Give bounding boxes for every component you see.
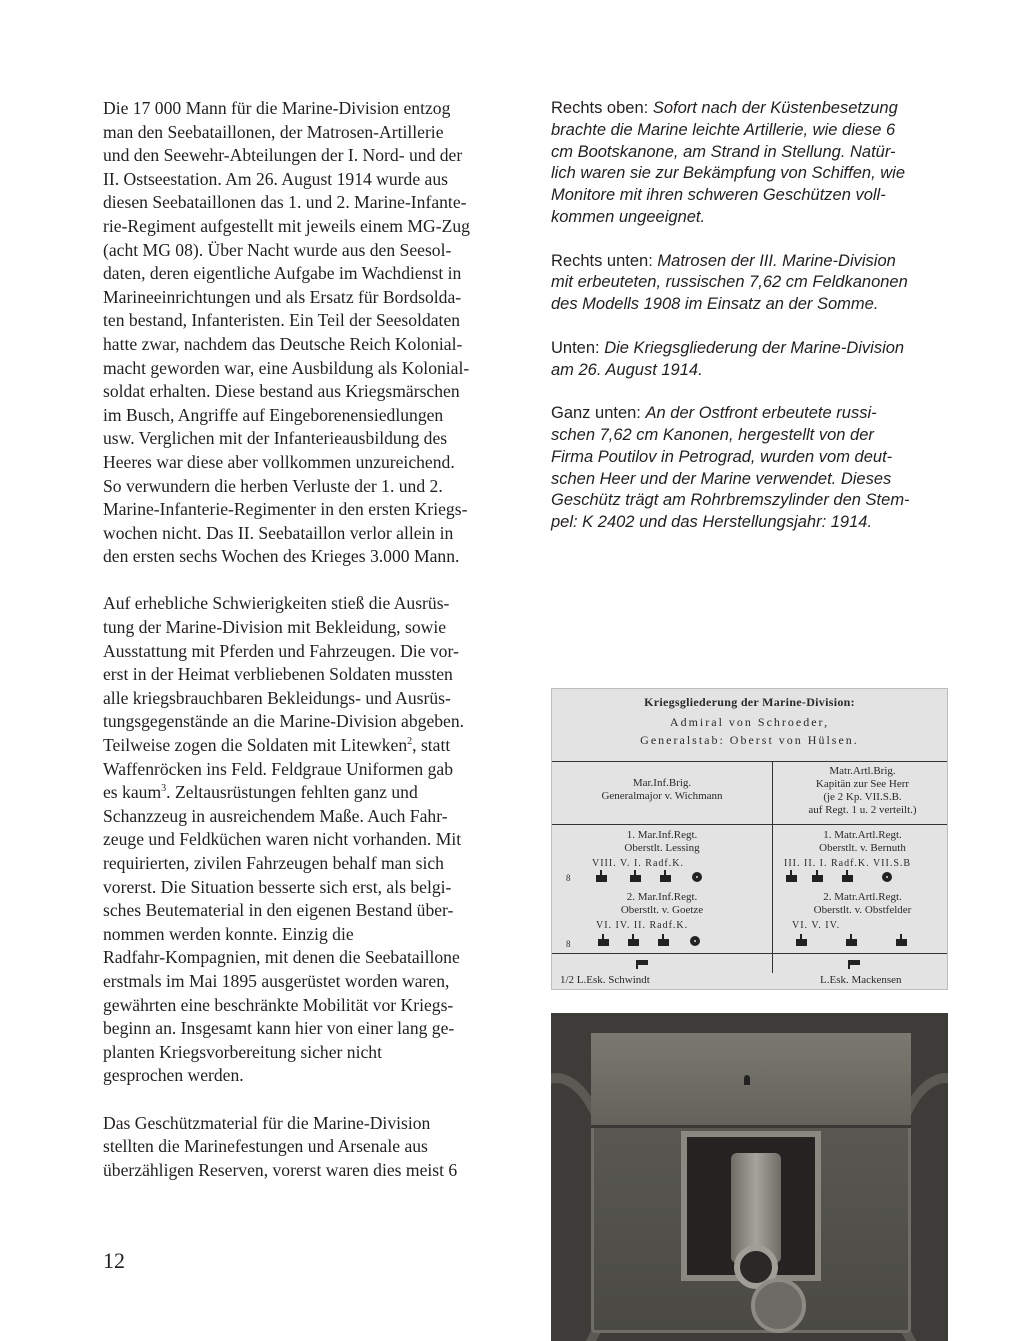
org-chart-image <box>551 688 948 990</box>
paragraph-3: Das Geschützmaterial für die Marine-Division stellten die Marinefestungen und Arsenale aus überzähligen Reserven, vorerst waren dies meist 6 <box>103 1112 458 1180</box>
left-regiment-2: 2. Mar.Inf.Regt. Oberstlt. v. Goetze <box>620 891 704 916</box>
caption-text: Matrosen der III. Marine-Division mit erbeuteten, russischen 7,62 cm Feldkanonen des Modells 1908 im Einsatz an der Somme. <box>551 251 908 314</box>
squadron-flag-symbol <box>848 960 862 969</box>
battalion-symbol <box>842 875 853 882</box>
squadron-flag-symbol <box>636 960 650 969</box>
battalion-symbol <box>658 939 669 946</box>
cannon-photo <box>551 1013 948 1341</box>
right-regiment-2-units: VI. V. IV. <box>792 920 841 931</box>
caption-bottom-right <box>551 251 951 316</box>
caption-label: Ganz unten: <box>551 404 641 423</box>
caption-text: An der Ostfront erbeutete russi- schen 7,62 cm Kanonen, hergestellt von der Firma Poutilov in Petrograd, wurden vom deut- schen Heer und der Marine verwendet. Dieses Geschütz trägt am Rohrbremszylinder den Stem- pel: K 2402 und das Herstellungsjahr: 1914. <box>551 404 910 532</box>
left-squadron: 1/2 L.Esk. Schwindt <box>560 974 650 986</box>
battalion-symbol <box>846 939 857 946</box>
side-mark: 8 <box>566 873 571 883</box>
caption-below <box>551 338 951 382</box>
battalion-symbol <box>660 875 671 882</box>
right-regiment-1-units: III. II. I. Radf.K. VII.S.B <box>784 858 912 869</box>
caption-label: Rechts oben: <box>551 99 649 117</box>
divider <box>552 761 947 762</box>
gun-shield-top <box>591 1033 911 1128</box>
bicycle-company-symbol <box>882 872 892 882</box>
battalion-symbol <box>796 939 807 946</box>
left-regiment-2-units: VI. IV. II. Radf.K. <box>596 920 689 931</box>
paragraph-2-end: . Zeltausrüstungen fehlten ganz und Schanzzeug in ausreichendem Maße. Auch Fahr- zeuge und Feldküchen waren nicht vorhanden. Mit requirierten, zivilen Fahrzeugen behalf man sich vorerst. Die Situation besserte sich erst, als belgi- sches Beutematerial in den eigenen Bestand über- nommen werden konnte. Einzig die Radfahr-Kompagnien, mit denen die Seebataillone erstmals im Mai 1895 ausgerüstet worden waren, gewährten eine beschränkte Mobilität vor Kriegs- beginn an. Insgesamt kann hier von einer lang ge- planten Kriegsvorbereitung sicher nicht gesprochen werden. <box>103 782 462 1086</box>
divider <box>772 761 773 973</box>
caption-column <box>551 98 951 556</box>
battalion-symbol <box>628 939 639 946</box>
paragraph-2 <box>103 592 503 1087</box>
footnote-ref-2: 2 <box>407 736 413 748</box>
bicycle-company-symbol <box>692 872 702 882</box>
left-regiment-1-units: VIII. V. I. Radf.K. <box>592 858 684 869</box>
battalion-symbol <box>596 875 607 882</box>
right-regiment-1: 1. Matr.Artl.Regt. Oberstlt. v. Bernuth <box>819 829 906 854</box>
caption-text: Sofort nach der Küstenbesetzung brachte die Marine leichte Artillerie, wie diese 6 cm Bootskanone, am Strand in Stellung. Natür- lich waren sie zur Bekämpfung von Schiffen, wie Monitore mit ihren schweren Geschützen voll- kommen ungeeignet. <box>551 99 906 226</box>
footnote-ref-3: 3 <box>161 783 167 795</box>
battalion-symbol <box>812 875 823 882</box>
org-chart-staff: Generalstab: Oberst von Hülsen. <box>640 733 859 747</box>
paragraph-1: Die 17 000 Mann für die Marine-Division entzog man den Seebataillonen, der Matrosen-Artillerie und den Seewehr-Abteilungen der I. Nord- und der II. Ostseestation. Am 26. August 1914 wurde aus diesen Seebataillonen das 1. und 2. Marine-Infante- rie-Regiment aufgestellt mit jeweils einem MG-Zug (acht MG 08). Über Nacht wurde aus den Seesol- daten, deren eigentliche Aufgabe im Wachdienst in Marineeinrichtungen und als Ersatz für Bordsolda- ten bestand, Infanteristen. Ein Teil der Seesoldaten hatte zwar, nachdem das Deutsche Reich Kolonial- macht geworden war, eine Ausbildung als Kolonial- soldat erhalten. Diese bestand aus Kriegsmärschen im Busch, Angriffe auf Eingeborenensiedlungen usw. Verglichen mit der Infanterieausbildung des Heeres war diese aber vollkommen unzureichend. So verwundern die herben Verluste der 1. und 2. Marine-Infanterie-Regimenter in den ersten Kriegs- wochen nicht. Das II. Seebataillon verlor allein in den ersten sechs Wochen des Krieges 3.000 Mann. <box>103 98 470 567</box>
caption-label: Rechts unten: <box>551 251 653 270</box>
org-chart-title: Kriegsgliederung der Marine-Division: <box>644 695 855 709</box>
divider <box>552 953 947 954</box>
left-brigade: Mar.Inf.Brig. Generalmajor v. Wichmann <box>601 777 723 802</box>
side-mark: 8 <box>566 939 571 949</box>
main-text-column <box>103 97 503 1206</box>
caption-top-right <box>551 98 951 229</box>
bicycle-company-symbol <box>690 936 700 946</box>
right-squadron: L.Esk. Mackensen <box>820 974 902 986</box>
left-regiment-1: 1. Mar.Inf.Regt. Oberstlt. Lessing <box>624 829 700 854</box>
divider <box>552 824 947 825</box>
page-number: 12 <box>103 1248 125 1273</box>
paragraph-2-start: Auf erhebliche Schwierigkeiten stieß die Ausrüs- tung der Marine-Division mit Bekleidung, sowie Ausstattung mit Pferden und Fahrzeugen. Die vor- erst in der Heimat verbliebenen Soldaten mussten alle kriegsbrauchbaren Bekleidungs- und Ausrüs- tungsgegenstände an die Marine-Division abgeben. Teilweise zogen die Soldaten mit Litewken <box>103 593 465 756</box>
battalion-symbol <box>896 939 907 946</box>
battalion-symbol <box>598 939 609 946</box>
caption-label: Unten: <box>551 338 600 357</box>
paragraph-2-mid: , statt Waffenröcken ins Feld. Feldgraue Uniformen gab es kaum <box>103 735 454 803</box>
right-regiment-2: 2. Matr.Artl.Regt. Oberstlt. v. Obstfelder <box>813 891 912 916</box>
keyhole-icon <box>744 1075 750 1085</box>
battalion-symbol <box>630 875 641 882</box>
org-chart-commander: Admiral von Schroeder, <box>669 715 830 729</box>
caption-text: Die Kriegsgliederung der Marine-Division am 26. August 1914. <box>551 338 905 379</box>
battalion-symbol <box>786 875 797 882</box>
elevation-handwheel <box>751 1278 806 1333</box>
caption-very-bottom <box>551 403 951 534</box>
right-brigade: Matr.Artl.Brig. Kapitän zur See Herr (je 2 Kp. VII.S.B. auf Regt. 1 u. 2 verteilt.) <box>808 765 917 816</box>
